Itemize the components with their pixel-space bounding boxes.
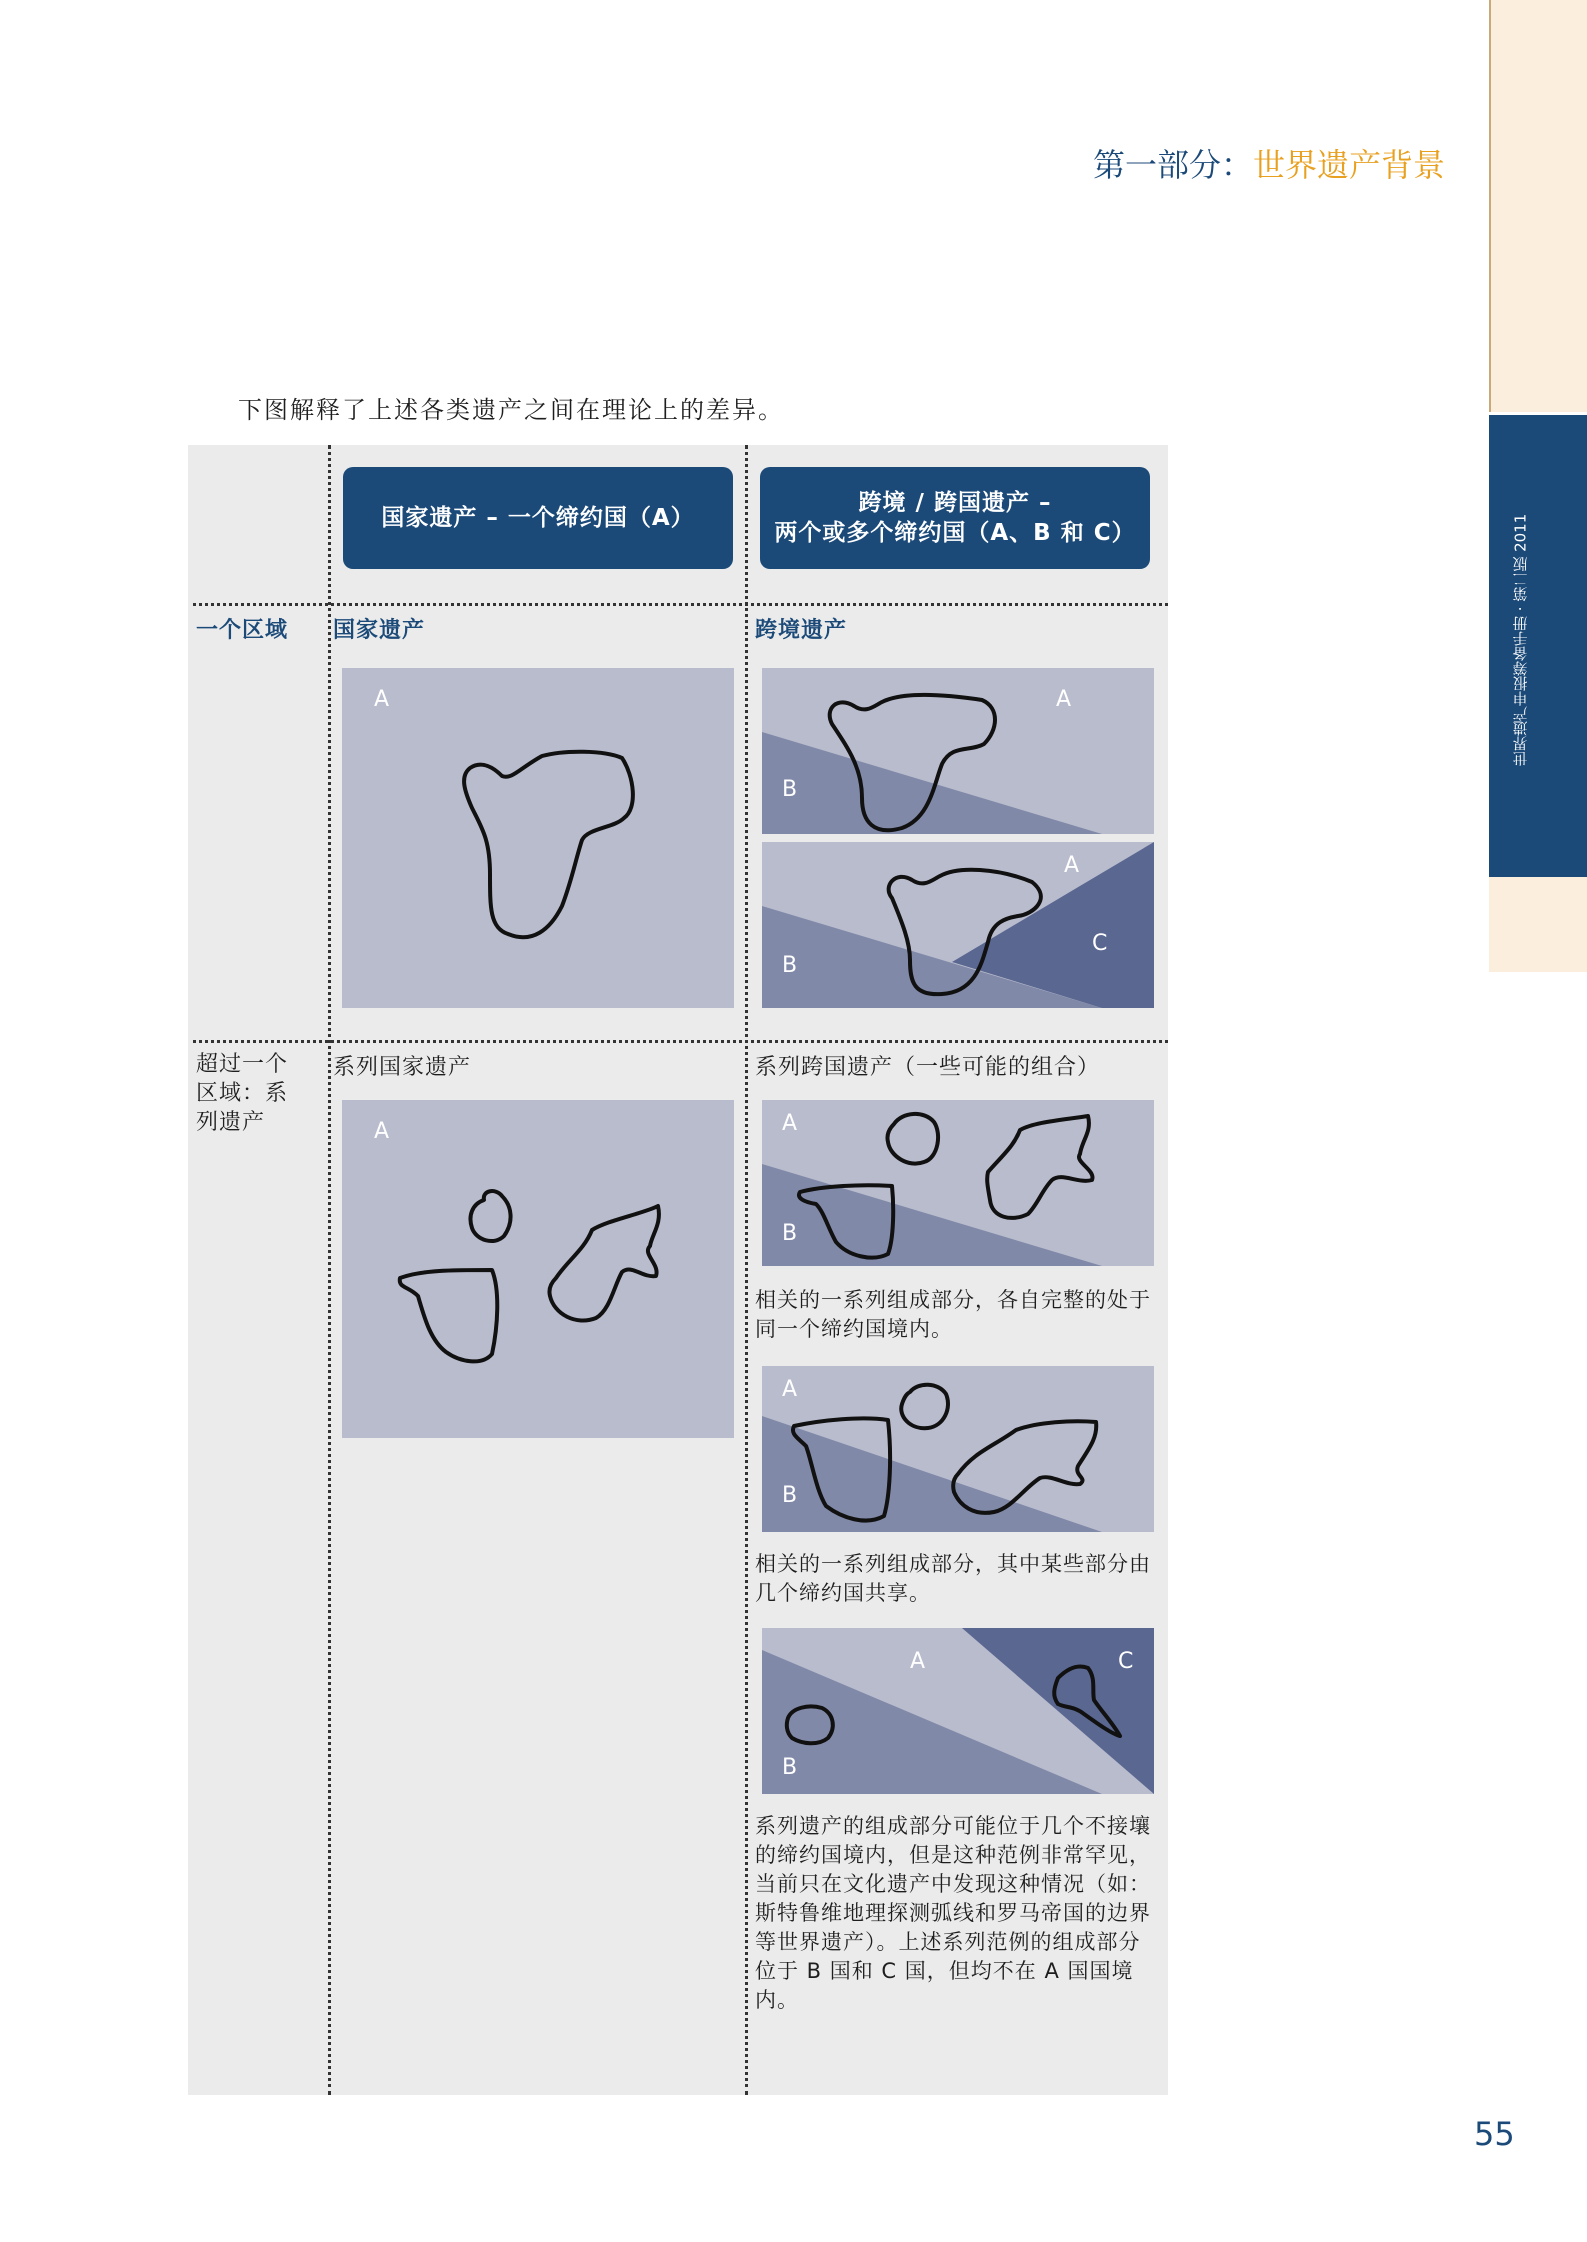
transboundary-header-line1: 跨境 / 跨国遗产 – bbox=[858, 490, 1052, 516]
country-b-label: B bbox=[782, 1755, 798, 1780]
section-part: 第一部分： bbox=[1092, 146, 1253, 184]
transboundary-header bbox=[760, 467, 1150, 569]
national-header-label: 国家遗产 – 一个缔约国（A） bbox=[381, 505, 695, 531]
row-divider-1 bbox=[193, 603, 1168, 606]
map-serial-national bbox=[342, 1100, 734, 1438]
transboundary-header-line2: 两个或多个缔约国（A、B 和 C） bbox=[774, 520, 1136, 546]
country-b-zone bbox=[762, 732, 1102, 834]
section-header bbox=[1093, 140, 1445, 186]
country-c-label: C bbox=[1118, 1649, 1134, 1674]
sidebar-book-title: 世界遗产申报筹备手册 · 第二版 2011 bbox=[1511, 513, 1530, 767]
row-label-multiple-area: 超过一个区域：系列遗产 bbox=[196, 1052, 289, 1135]
column-divider-1 bbox=[328, 445, 331, 2095]
label-national-property: 国家遗产 bbox=[333, 618, 426, 643]
country-a-label: A bbox=[1056, 687, 1072, 712]
map-serial-components-shared bbox=[762, 1366, 1154, 1532]
row-divider-2 bbox=[193, 1040, 1168, 1043]
label-serial-national: 系列国家遗产 bbox=[333, 1055, 472, 1080]
sidebar-top-band bbox=[1489, 0, 1587, 412]
label-transboundary-property: 跨境遗产 bbox=[755, 618, 848, 643]
map-national-property bbox=[342, 668, 734, 1008]
label-serial-transnational: 系列跨国遗产（一些可能的组合） bbox=[755, 1055, 1101, 1080]
country-b-label: B bbox=[782, 953, 798, 978]
national-header bbox=[343, 467, 733, 569]
component-shape bbox=[400, 1270, 498, 1361]
sidebar-bottom-band bbox=[1489, 877, 1587, 972]
country-b-label: B bbox=[782, 1483, 798, 1508]
map-serial-nonadjacent bbox=[762, 1628, 1154, 1794]
country-c-label: C bbox=[1092, 931, 1108, 956]
column-divider-2 bbox=[745, 445, 748, 2095]
intro-text: 下图解释了上述各类遗产之间在理论上的差异。 bbox=[238, 396, 784, 424]
map-transboundary-ab bbox=[762, 668, 1154, 834]
map-transboundary-abc bbox=[762, 842, 1154, 1008]
property-boundary-shape bbox=[464, 752, 633, 938]
country-b-label: B bbox=[782, 777, 798, 802]
country-b-label: B bbox=[782, 1221, 798, 1246]
caption-nonadjacent-components: 系列遗产的组成部分可能位于几个不接壤的缔约国境内，但是这种范例非常罕见，当前只在文化遗产中发现这种情况（如：斯特鲁维地理探测弧线和罗马帝国的边界等世界遗产）。上述系列范例的组成部分位于 B 国和 C 国，但均不在 A 国国境内。 bbox=[755, 1814, 1151, 2012]
country-a-label: A bbox=[782, 1111, 798, 1136]
page-number: 55 bbox=[1474, 2115, 1515, 2153]
country-a-label: A bbox=[374, 1119, 390, 1144]
row-label-single-area: 一个区域 bbox=[196, 618, 289, 643]
component-shape bbox=[471, 1191, 511, 1241]
section-title: 世界遗产背景 bbox=[1252, 146, 1445, 184]
component-shape bbox=[901, 1385, 948, 1428]
map-serial-components-separate bbox=[762, 1100, 1154, 1266]
caption-separate-components: 相关的一系列组成部分，各自完整的处于同一个缔约国境内。 bbox=[755, 1288, 1151, 1341]
country-a-label: A bbox=[1064, 853, 1080, 878]
country-a-label: A bbox=[782, 1377, 798, 1402]
country-a-label: A bbox=[374, 687, 390, 712]
country-a-label: A bbox=[910, 1649, 926, 1674]
component-shape bbox=[987, 1116, 1092, 1218]
component-shape bbox=[887, 1114, 938, 1164]
component-shape bbox=[549, 1206, 658, 1321]
caption-shared-components: 相关的一系列组成部分，其中某些部分由几个缔约国共享。 bbox=[755, 1552, 1151, 1605]
